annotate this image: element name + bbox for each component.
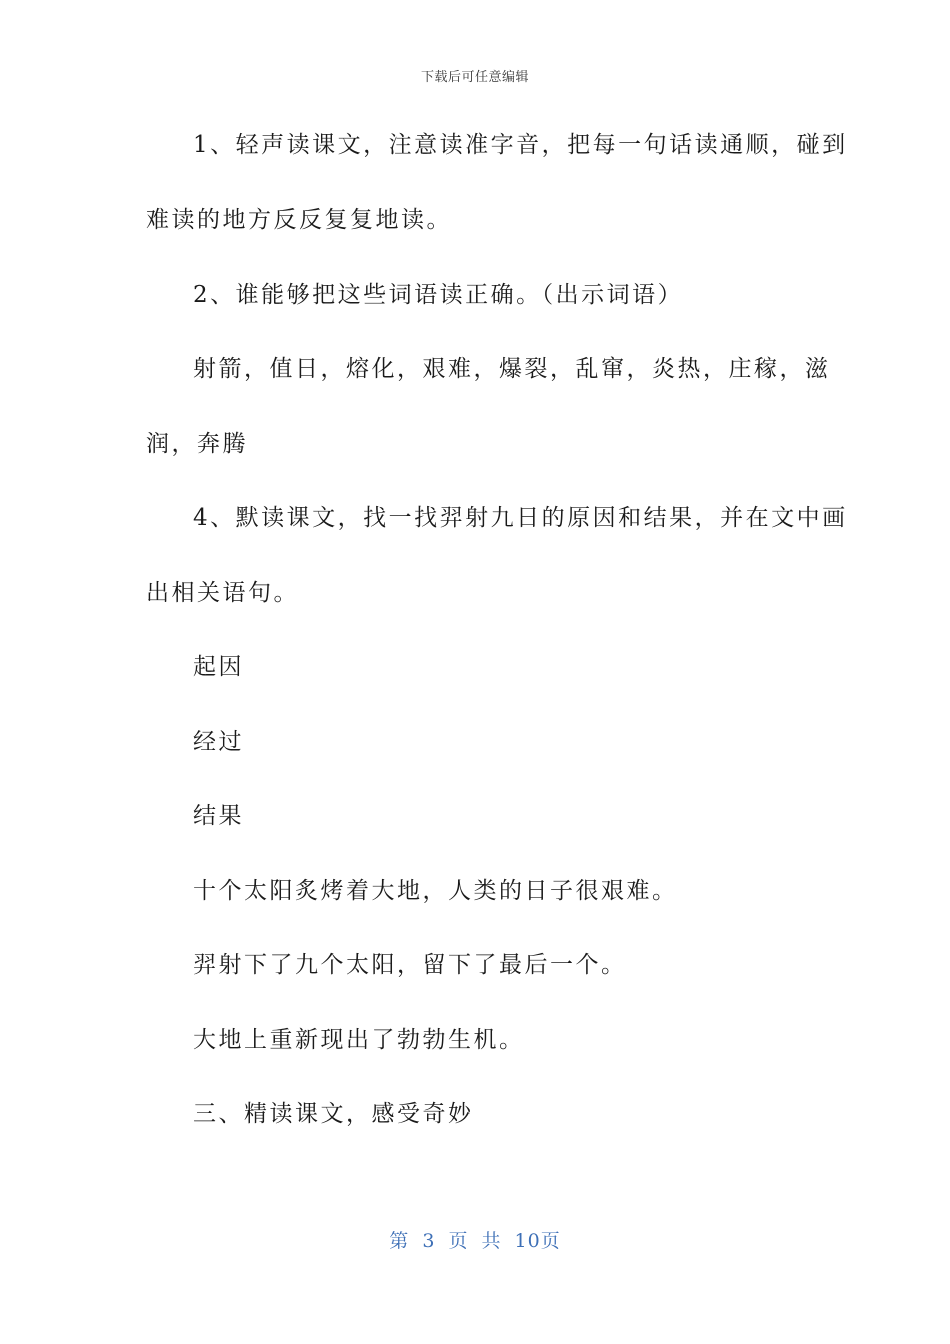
vocabulary-line-2: 润，奔腾 [146,431,248,457]
cause-text: 十个太阳炙烤着大地，人类的日子很艰难。 [193,878,678,904]
label-process: 经过 [193,729,244,755]
section-3-heading: 三、精读课文，感受奇妙 [193,1101,474,1127]
paragraph-4-line-1: 4、默读课文，找一找羿射九日的原因和结果，并在文中画 [193,505,848,531]
page-header: 下载后可任意编辑 [420,70,529,85]
process-text: 羿射下了九个太阳，留下了最后一个。 [193,952,627,978]
label-cause: 起因 [193,654,244,680]
vocabulary-line-1: 射箭，值日，熔化，艰难，爆裂，乱窜，炎热，庄稼，滋 [193,356,831,382]
page-footer: 第 3 页 共 10页 [389,1230,561,1252]
paragraph-4-line-2: 出相关语句。 [146,580,299,606]
paragraph-2: 2、谁能够把这些词语读正确。（出示词语） [193,282,684,308]
paragraph-1-line-2: 难读的地方反反复复地读。 [146,207,452,233]
result-text: 大地上重新现出了勃勃生机。 [193,1027,525,1053]
label-result: 结果 [193,803,244,829]
paragraph-1-line-1: 1、轻声读课文，注意读准字音，把每一句话读通顺，碰到 [193,132,848,158]
